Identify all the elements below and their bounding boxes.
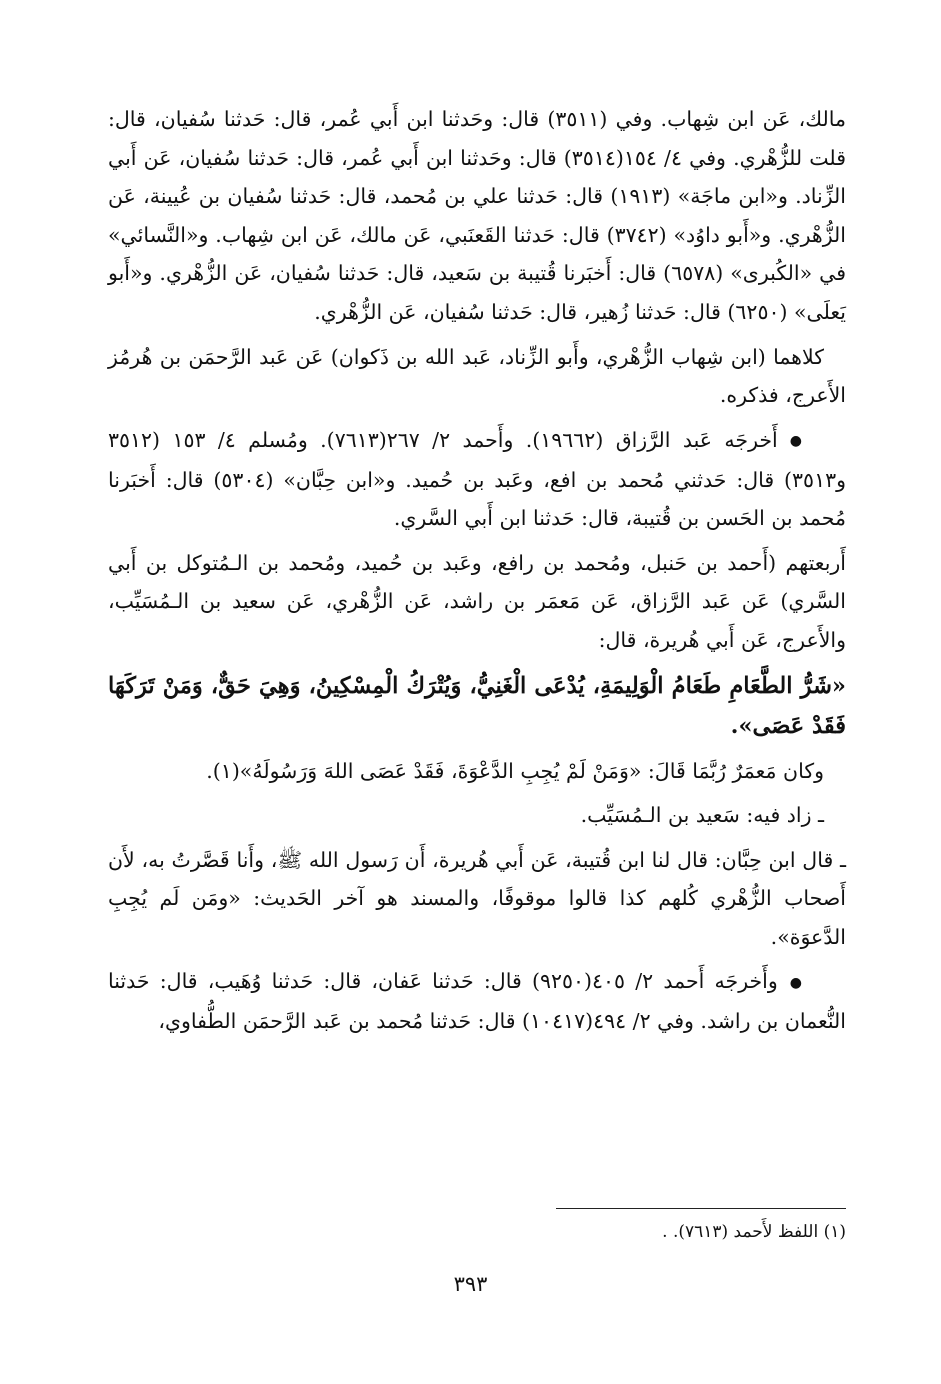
- paragraph-sources: مالك، عَن ابن شِهاب. وفي (٣٥١١) قال: وحَدثنا ابن أَبي عُمر، قال: حَدثنا سُفيان، قال: قلت للزُّهْري. وفي ٤/ ١٥٤(٣٥١٤) قال: وحَدثنا ابن أَبي عُمر، قال: حَدثنا سُفيان، عَن أَبي الزِّناد. و«ابن ماجَة» (١٩١٣) قال: حَدثنا علي بن مُحمد، قال: حَدثنا سُفيان بن عُيينة، عَن الزُّهْري. و«أَبو داوُد» (٣٧٤٢) قال: حَدثنا القَعنَبي، عَن مالك، عَن ابن شِهاب. و«النَّسائي» في «الكُبرى» (٦٥٧٨) قال: أَخبَرنا قُتيبة بن سَعيد، قال: حَدثنا سُفيان، عَن الزُّهْري. و«أَبو يَعلَى» (٦٢٥٠) قال: حَدثنا زُهير، قال: حَدثنا سُفيان، عَن الزُّهْري.: [108, 107, 847, 324]
- hadith-text: «شَرُّ الطَّعَامِ طَعَامُ الْوَلِيمَةِ، يُدْعَى الْغَنِيُّ، وَيُتْرَكُ الْمِسْكِينُ، وَهِيَ حَقٌّ، وَمَنْ تَرَكَهَا فَقَدْ عَصَى».: [108, 672, 846, 739]
- bullet-icon: ●: [789, 432, 802, 449]
- page-body: [108, 100, 846, 1047]
- paragraph-takhrij: [108, 421, 846, 538]
- footnote: (١) اللفظ لأَحمد (٧٦١٣). .: [662, 1222, 846, 1242]
- paragraph-ibn-hibban: ـ قال ابن حِبَّان: قال لنا ابن قُتيبة، عَن أَبي هُريرة، أَن رَسول الله ﷺ، وأَنا قَصَّرتُ به، لأَن أَصحاب الزُّهْري كُلهم كذا قالوا موقوفًا، والمسند هو آخر الحَديث: «ومَن لَم يُجِبِ الدَّعوَة».: [108, 847, 846, 949]
- footnote-divider: [556, 1208, 846, 1209]
- page-number: ٣٩٣: [453, 1272, 488, 1296]
- paragraph-chain: كلاهما (ابن شِهاب الزُّهْري، وأَبو الزِّناد، عَبد الله بن ذَكوان) عَن عَبد الرَّحمَن بن هُرمُز الأَعرج، فذكره.: [108, 344, 846, 408]
- paragraph-narrators: أَربعتهم (أَحمد بن حَنبل، ومُحمد بن رافع، وعَبد بن حُميد، ومُحمد بن الـمُتوكل بن أَبي السَّري) عَن عَبد الرَّزاق، عَن مَعمَر بن راشد، عَن الزُّهْري، عَن سعيد بن الـمُسَيِّب، والأَعرج، عَن أَبي هُريرة، قال:: [108, 550, 846, 652]
- paragraph-ahmad-text: وأَخرجَه أَحمد ٢/ ٤٠٥(٩٢٥٠) قال: حَدثنا عَفان، قال: حَدثنا وُهَيب، قال: حَدثنا النُّعمان بن راشد. وفي ٢/ ٤٩٤(١٠٤١٧) قال: حَدثنا مُحمد بن عَبد الرَّحمَن الطُّفاوي،: [108, 969, 846, 1034]
- bullet-icon: ●: [789, 974, 802, 991]
- paragraph-takhrij-text: أَخرجَه عَبد الرَّزاق (١٩٦٦٢). وأَحمد ٢/ ٢٦٧(٧٦١٣). ومُسلم ٤/ ١٥٣ (٣٥١٢ و٣٥١٣) قال: حَدثني مُحمد بن افع، وعَبد بن حُميد. و«ابن حِبَّان» (٥٣٠٤) قال: أَخبَرنا مُحمد بن الحَسن بن قُتيبة، قال: حَدثنا ابن أَبي السَّري.: [108, 427, 846, 531]
- paragraph-addition: ـ زاد فيه: سَعيد بن الـمُسَيِّب.: [580, 803, 824, 828]
- paragraph-ahmad: [108, 962, 846, 1040]
- paragraph-mamar: وكان مَعمَرٌ رُبَّمَا قَالَ: «وَمَنْ لَمْ يُجِبِ الدَّعْوَةَ، فَقَدْ عَصَى اللهَ وَرَسُولَهُ»(١).: [206, 758, 824, 783]
